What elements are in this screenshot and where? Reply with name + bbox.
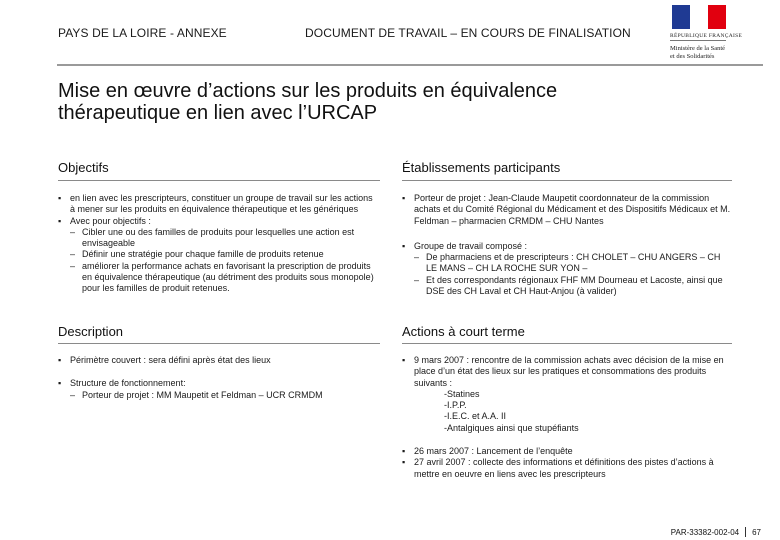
product-item: -I.P.P. xyxy=(444,400,467,411)
sub-item: – Cibler une ou des familles de produits pour lesquelles une action est envisageable xyxy=(70,226,355,249)
product-item: -Antalgiques ainsi que stupéfiants xyxy=(444,422,579,433)
description-body xyxy=(58,355,380,401)
list-item: ▪ Porteur de projet : Jean-Claude Maupetit coordonnateur de la commission achats et du Comité Régional du Médicament et des Dispositifs Médicaux et M. Feldman – pharmacien CRMDM – CHU Nantes xyxy=(402,193,731,226)
description-heading: Description xyxy=(58,324,124,339)
page-footer xyxy=(671,527,761,537)
product-item: -Statines xyxy=(444,388,480,399)
page-title: Mise en œuvre d’actions sur les produits en équivalence thérapeutique en lien avec l’URCAP xyxy=(58,80,558,124)
list-item: ▪ Périmètre couvert : sera défini après état des lieux xyxy=(58,355,271,365)
ministry-logo xyxy=(664,3,743,61)
sub-item: – Définir une stratégie pour chaque famille de produits retenue xyxy=(70,249,324,260)
header-divider xyxy=(57,64,763,66)
sub-item: – Et des correspondants régionaux FHF MM Dourneau et Lacoste, ainsi que DSE des CH Laval et CH Haut-Anjou (à valider) xyxy=(414,274,723,297)
sub-item: – Porteur de projet : MM Maupetit et Feldman – UCR CRMDM xyxy=(70,389,323,400)
logo-solidarites: et des Solidarités xyxy=(670,53,715,60)
marianne-flag-icon xyxy=(672,5,726,29)
list-item: ▪ Avec pour objectifs : xyxy=(58,215,151,226)
footer-separator xyxy=(745,527,746,537)
objectifs-rule xyxy=(58,180,380,181)
etablissements-rule xyxy=(402,180,732,181)
page-number: 67 xyxy=(752,527,761,537)
list-item: ▪ 26 mars 2007 : Lancement de l’enquête xyxy=(402,446,573,457)
list-item: ▪ 9 mars 2007 : rencontre de la commission achats avec décision de la mise en place d’un état des lieux sur les pratiques et consommations des produits suivants : xyxy=(402,355,724,388)
etablissements-heading: Établissements participants xyxy=(402,160,561,175)
actions-heading: Actions à court terme xyxy=(402,324,525,339)
list-item: ▪ Groupe de travail composé : xyxy=(402,240,528,251)
logo-republique: RÉPUBLIQUE FRANÇAISE xyxy=(670,33,743,39)
sub-item: – De pharmaciens et de prescripteurs : CH CHOLET – CHU ANGERS – CH LE MANS – CH LA ROCHE SUR YON – xyxy=(414,252,721,274)
objectifs-heading: Objectifs xyxy=(58,160,109,175)
product-item: -I.E.C. et A.A. II xyxy=(444,411,507,422)
actions-body xyxy=(402,355,732,480)
list-item: ▪ Structure de fonctionnement: xyxy=(58,378,186,389)
document-reference: PAR-33382-002-04 xyxy=(670,527,740,537)
list-item: ▪ 27 avril 2007 : collecte des informations et définitions des pistes d’actions à mettre en oeuvre en liens avec les prescripteurs xyxy=(402,457,714,479)
sub-item: – améliorer la performance achats en favorisant la prescription de produits en équivalence thérapeutique (au détriment des produits sous monopole) pour les familles de produit retenues. xyxy=(70,260,374,294)
description-rule xyxy=(58,343,380,344)
header-left-label: PAYS DE LA LOIRE - ANNEXE xyxy=(58,26,227,40)
header-center-label: DOCUMENT DE TRAVAIL – EN COURS DE FINALISATION xyxy=(305,26,631,40)
logo-ministere: Ministère de la Santé xyxy=(670,45,726,52)
etablissements-body xyxy=(402,193,732,297)
list-item: ▪ en lien avec les prescripteurs, constituer un groupe de travail sur les actions à mener sur les produits en équivalence thérapeutique et les génériques xyxy=(58,193,373,215)
actions-rule xyxy=(402,343,732,344)
objectifs-body xyxy=(58,193,380,295)
